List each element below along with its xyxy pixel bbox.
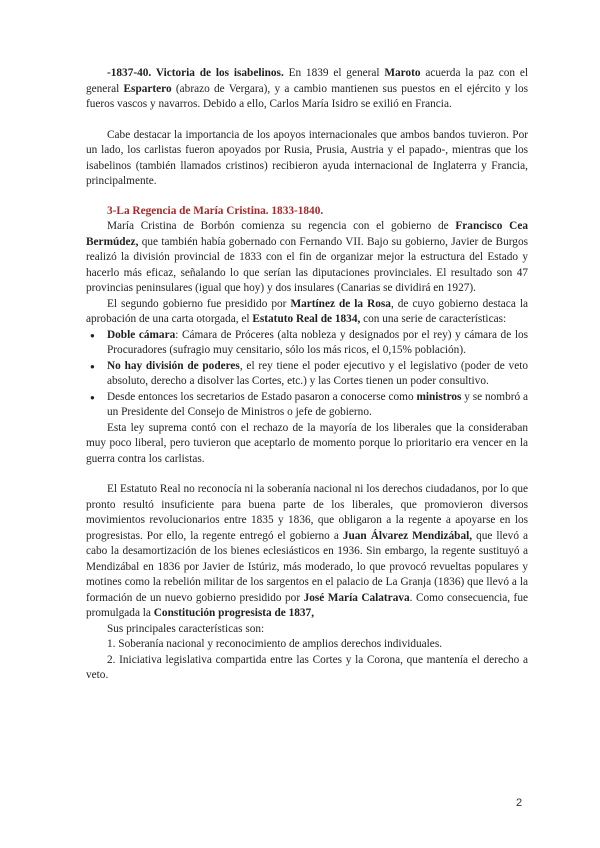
bold-text: José María Calatrava — [303, 591, 410, 604]
text: Desde entonces los secretarios de Estado pasaron a conocerse como — [107, 390, 417, 403]
bold-text: Francisco Cea Bermúdez, — [86, 220, 528, 248]
paragraph-estatuto — [86, 297, 528, 328]
text: , de cuyo gobierno destaca la aprobación de una carta otorgada, el — [86, 297, 528, 325]
text: que llevó a cabo la desamortización de los bienes eclesiásticos en 1936. Sin embargo, la regente sustituyó a Mendizábal en 1836 por Javier de Istúriz, más moderado, lo que provocó revueltas populares y motines como la rebelión militar de los sargentos en el palacio de La Granja (1836) que llevó a la formación de un nuevo gobierno presidido por — [86, 529, 528, 604]
bold-text: Constitución progresista de 1837, — [153, 607, 315, 619]
text: En 1839 el general — [283, 67, 385, 79]
text: El Estatuto Real no reconocía ni la soberanía nacional ni los derechos ciudadanos, por lo que pronto resultó insuficiente para buena parte de los liberales, que promovieron diversos movimientos revolucionarios entre 1835 y 1836, que obligaron a la regente a apoyarse en los progresistas. Por ello, la regente entregó el gobierno a — [86, 483, 528, 542]
bold-text: No hay división de poderes — [107, 359, 240, 372]
bold-text: Maroto — [384, 67, 421, 79]
paragraph-apoyos: Cabe destacar la importancia de los apoyos internacionales que ambos bandos tuvieron. Por un lado, los carlistas fueron apoyados por Rusia, Prusia, Austria y el papado-, mientras que los isabelinos (también llamados cristinos) recibieron ayuda internacional de Inglaterra y Francia, principalmente. — [86, 128, 528, 187]
bold-text: ministros — [416, 390, 462, 403]
text: El segundo gobierno fue presidido por — [107, 297, 291, 310]
text: que también había gobernado con Fernando VII. Bajo su gobierno, Javier de Burgos realizó la división provincial de 1833 con el fin de organizar mejor la estructura del Estado y hacerlo más eficaz, señalando lo que serían las diputaciones provinciales. El resultado son 47 provincias peninsulares (igual que hoy) y dos insulares (Canarias se dividirá en 1927). — [86, 235, 528, 294]
bold-text: Juan Álvarez Mendizábal, — [342, 529, 473, 542]
paragraph-item-1: 1. Soberanía nacional y reconocimiento de amplios derechos individuales. — [107, 638, 443, 650]
section-heading: 3-La Regencia de María Cristina. 1833-1840. — [107, 204, 324, 217]
bold-text: Estatuto Real de 1834, — [252, 313, 361, 325]
list-item — [86, 390, 528, 421]
text: . Como consecuencia, fue promulgada la — [86, 591, 528, 619]
page-number: 2 — [516, 797, 523, 809]
characteristics-list — [86, 328, 528, 421]
paragraph-rechazo: Esta ley suprema contó con el rechazo de la mayoría de los liberales que la consideraban muy poco liberal, pero tuvieron que aceptarlo de momento porque lo prioritario era vencer en la guerra contra los carlistas. — [86, 421, 528, 465]
paragraph-regencia — [86, 219, 528, 297]
list-item — [86, 359, 528, 390]
text: acuerda la paz con el general — [86, 67, 528, 95]
text: (abrazo de Vergara), y a cambio mantienen sus puestos en el ejército y los fueros vascos y navarros. Debido a ello, Carlos María Isidro se exilió en Francia. — [86, 82, 528, 110]
text: : Cámara de Próceres (alta nobleza y designados por el rey) y cámara de los Procuradores (sufragio muy censitario, sólo los más ricos, el 0,15% población). — [107, 328, 529, 356]
paragraph-victoria — [86, 66, 528, 113]
document-body — [86, 66, 528, 684]
list-item — [86, 328, 528, 359]
text: y se nombró a un Presidente del Consejo de Ministros o jefe de gobierno. — [107, 390, 528, 418]
text: María Cristina de Borbón comienza su regencia con el gobierno de — [107, 220, 456, 232]
bold-text: Doble cámara — [107, 328, 176, 341]
bold-text: Espartero — [123, 82, 172, 95]
bold-text: Martínez de la Rosa — [290, 297, 391, 310]
text: con una serie de características: — [360, 313, 507, 325]
paragraph-soberania — [86, 482, 528, 622]
paragraph-caracteristicas: Sus principales características son: — [107, 622, 265, 635]
paragraph-item-2: 2. Iniciativa legislativa compartida entre las Cortes y la Corona, que mantenía el derecho a veto. — [86, 653, 528, 681]
text: , el rey tiene el poder ejecutivo y el legislativo (poder de veto absoluto, derecho a disolver las Cortes, etc.) y las Cortes tienen un poder consultivo. — [107, 359, 529, 387]
bold-text: -1837-40. Victoria de los isabelinos. — [107, 67, 284, 79]
